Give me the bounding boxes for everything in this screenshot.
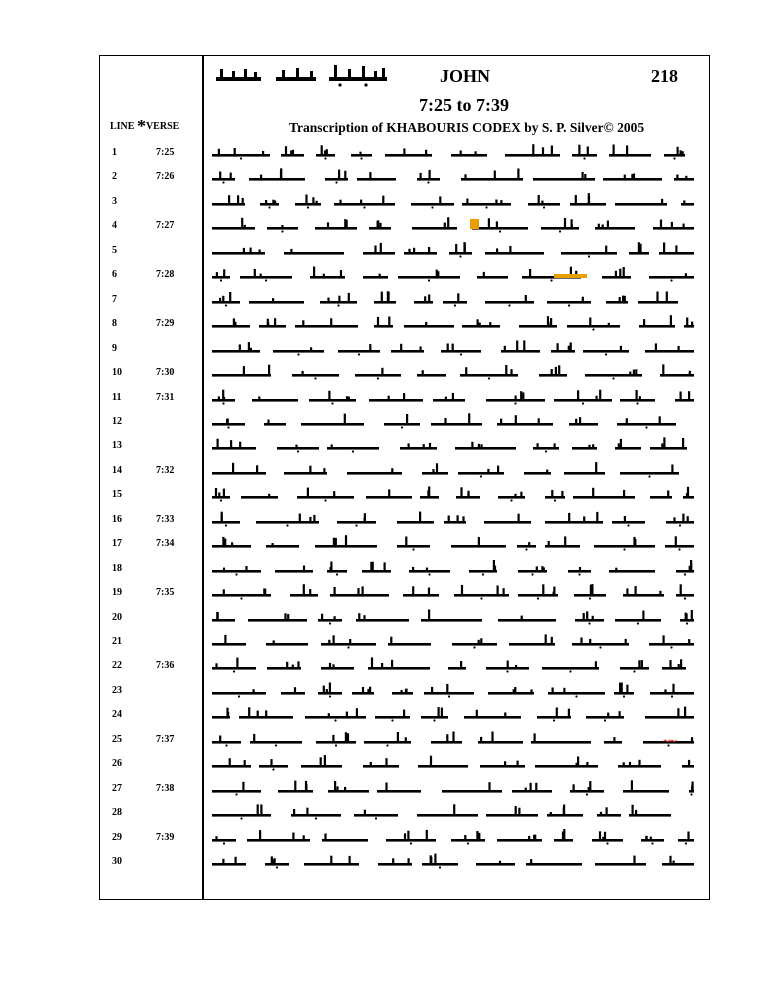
line-number: 8 — [112, 318, 117, 330]
transcription-subtitle: Transcription of KHABOURIS CODEX by S. P. Silver© 2005 — [289, 120, 645, 135]
syriac-text-line — [212, 633, 694, 649]
verse-reference: 7:31 — [156, 391, 175, 403]
syriac-text-line — [212, 731, 694, 747]
syriac-text-line — [212, 437, 694, 453]
verse-reference: 7:29 — [156, 318, 175, 330]
line-number: 28 — [112, 807, 122, 819]
line-number: 22 — [112, 660, 122, 672]
verse-reference: 7:33 — [156, 513, 175, 525]
verse-reference: 7:27 — [156, 220, 175, 232]
syriac-text-line — [212, 168, 694, 184]
line-number: 17 — [112, 538, 122, 550]
verse-column-label: VERSE — [145, 121, 180, 132]
syriac-book-title — [214, 63, 389, 89]
column-header — [110, 113, 179, 134]
syriac-text-line — [212, 804, 694, 820]
line-number: 19 — [112, 587, 122, 599]
verse-reference: 7:34 — [156, 538, 175, 550]
syriac-text-line — [212, 560, 694, 576]
highlight-mark — [470, 219, 479, 229]
tilde-mark: ~~ — [663, 732, 677, 748]
verse-reference: 7:39 — [156, 831, 175, 843]
syriac-text-line — [212, 584, 694, 600]
line-number: 30 — [112, 856, 122, 868]
verse-reference: 7:35 — [156, 587, 175, 599]
syriac-text-line — [212, 609, 694, 625]
verse-reference: 7:38 — [156, 782, 175, 794]
syriac-text-line — [212, 266, 694, 282]
line-number: 15 — [112, 489, 122, 501]
verse-reference: 7:36 — [156, 660, 175, 672]
line-number: 27 — [112, 782, 122, 794]
line-number: 1 — [112, 147, 117, 158]
line-column-label: LINE — [110, 121, 135, 132]
verse-reference: 7:26 — [156, 171, 175, 183]
line-number: 12 — [112, 415, 122, 427]
syriac-text-line — [212, 657, 694, 673]
syriac-text-line — [212, 706, 694, 722]
line-number: 6 — [112, 269, 117, 281]
syriac-text-line — [212, 193, 694, 209]
syriac-text-line — [212, 829, 694, 845]
syriac-text-line — [212, 755, 694, 771]
syriac-text-line — [212, 315, 694, 331]
line-number: 18 — [112, 562, 122, 574]
line-number: 7 — [112, 293, 117, 305]
verse-reference: 7:28 — [156, 269, 175, 281]
line-number: 25 — [112, 733, 122, 745]
line-number: 11 — [112, 391, 122, 403]
line-number: 23 — [112, 684, 122, 696]
highlight-mark — [554, 274, 587, 278]
syriac-text-line — [212, 486, 694, 502]
syriac-text-line — [212, 217, 694, 233]
verse-reference: 7:30 — [156, 367, 175, 379]
syriac-text-line — [212, 389, 694, 405]
line-number: 20 — [112, 611, 122, 623]
line-number: 5 — [112, 244, 117, 256]
column-divider — [202, 55, 204, 900]
star-marker: * — [136, 116, 146, 136]
syriac-text-line — [212, 291, 694, 307]
line-number: 4 — [112, 220, 117, 232]
syriac-text-line — [212, 780, 694, 796]
line-number: 26 — [112, 758, 122, 770]
syriac-text-line — [212, 242, 694, 258]
line-number: 21 — [112, 636, 122, 647]
verse-reference: 7:37 — [156, 733, 175, 745]
syriac-text-line — [212, 853, 694, 869]
book-title: JOHN — [440, 66, 491, 86]
syriac-text-line — [212, 511, 694, 527]
syriac-text-line — [212, 340, 694, 356]
syriac-text-line — [212, 144, 694, 160]
line-number: 9 — [112, 342, 117, 354]
syriac-text-line — [212, 413, 694, 429]
line-number: 13 — [112, 440, 122, 452]
verse-range: 7:25 to 7:39 — [419, 95, 509, 115]
line-number: 14 — [112, 464, 122, 476]
line-number: 16 — [112, 513, 122, 525]
verse-reference: 7:32 — [156, 464, 175, 476]
syriac-text-line — [212, 462, 694, 478]
page-number: 218 — [651, 66, 678, 86]
line-number: 29 — [112, 831, 122, 843]
syriac-text-line — [212, 364, 694, 380]
line-number: 3 — [112, 195, 117, 207]
line-number: 24 — [112, 709, 122, 721]
syriac-text-line — [212, 535, 694, 551]
syriac-text-line — [212, 682, 694, 698]
verse-reference: 7:25 — [156, 147, 175, 158]
line-number: 2 — [112, 171, 117, 183]
line-number: 10 — [112, 367, 122, 379]
